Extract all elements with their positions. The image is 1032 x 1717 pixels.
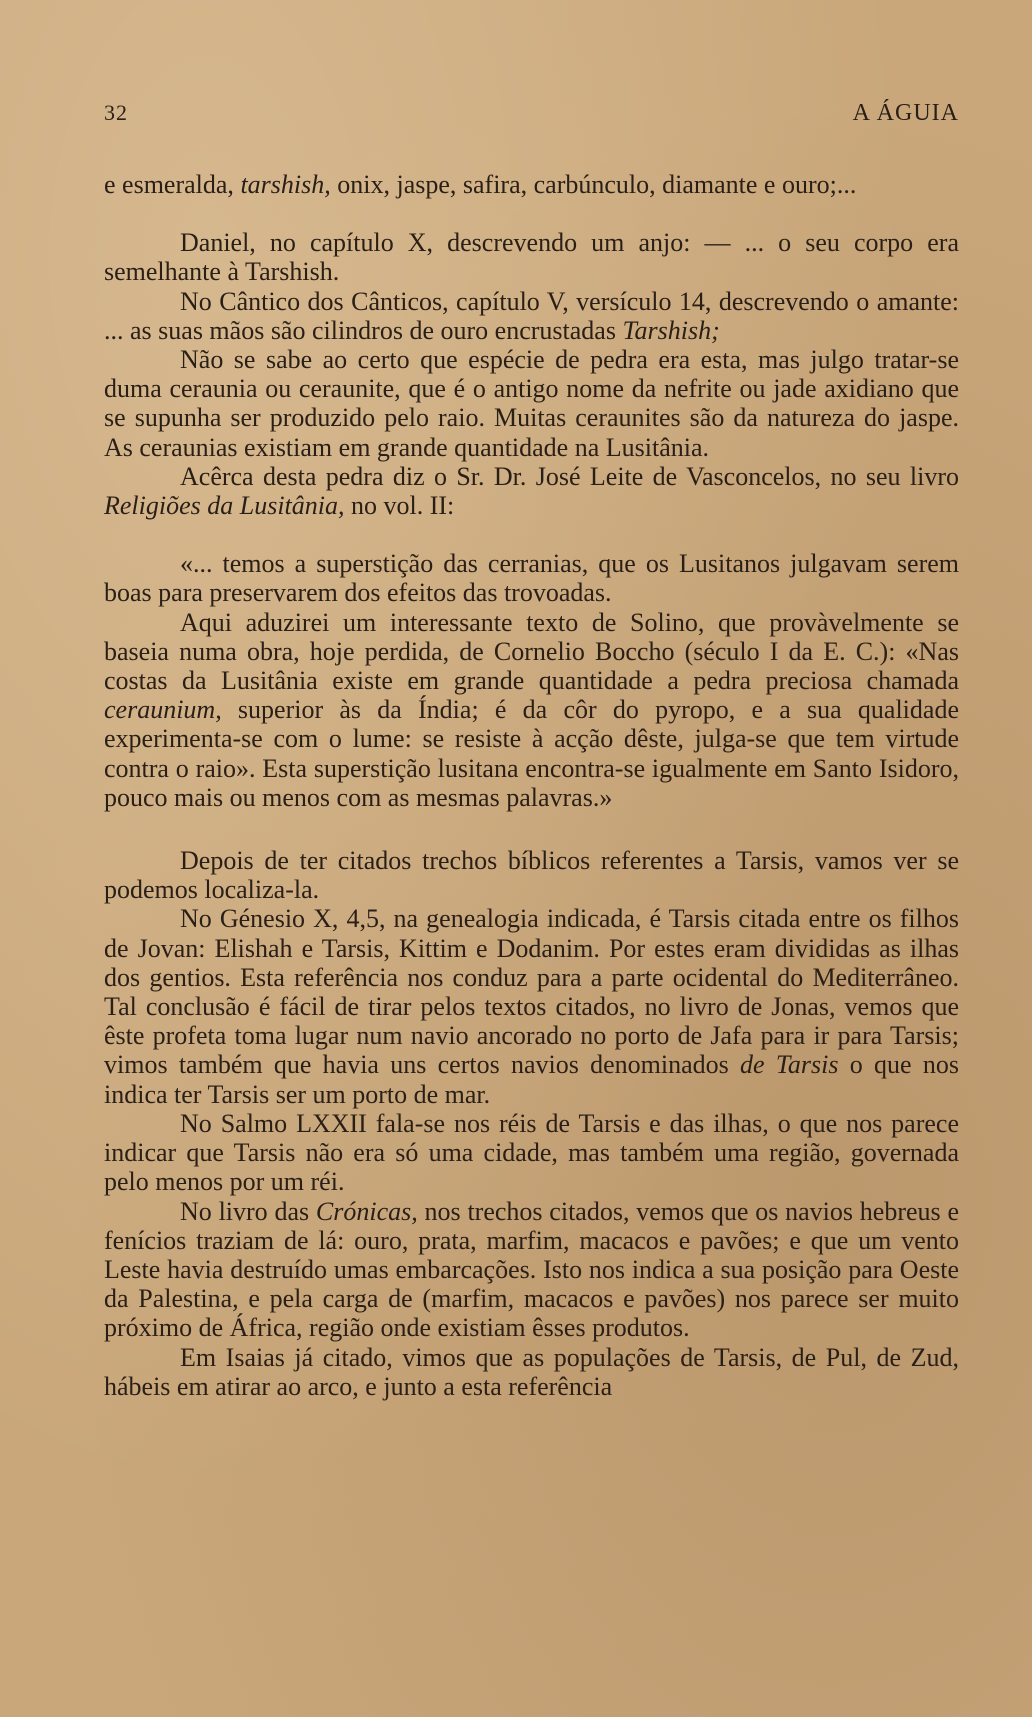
journal-title: A ÁGUIA	[852, 100, 959, 126]
quote-paragraph	[104, 608, 959, 812]
paragraph	[104, 287, 959, 345]
italic-run: Religiões da Lusitânia,	[104, 491, 345, 521]
text-run: e esmeralda,	[104, 170, 241, 199]
running-header	[104, 100, 959, 130]
paragraph: Depois de ter citados trechos bíblicos referentes a Tarsis, vamos ver se podemos localiza-la.	[104, 846, 959, 905]
text-run: onix, jaspe, safira, carbúnculo, diamante e ouro;...	[330, 170, 857, 199]
text-run: nos trechos citados, vemos que os navios hebreus e fenícios traziam de lá: ouro, prata, marfim, macacos e pavões; e que um vento Leste havia destruído umas embarcações. Isto nos indica a sua posição para Oeste da Palestina, e pela carga de (marfim, macacos e pavões) nos parece ser muito próximo de África, região onde existiam êsses produtos.	[104, 1196, 959, 1343]
body-text	[104, 170, 959, 1401]
text-run: Aqui aduzirei um interessante texto de Solino, que provàvelmente se baseia numa obra, hoje perdida, de Cornelio Boccho (século I da E. C.): «Nas costas da Lusitânia existe em grande quantidade a pedra preciosa chamada	[104, 607, 959, 696]
italic-run: tarshish,	[240, 170, 331, 199]
text-run: No livro das	[180, 1196, 316, 1226]
paragraph: Em Isaias já citado, vimos que as populações de Tarsis, de Pul, de Zud, hábeis em atirar ao arco, e junto a esta referência	[104, 1342, 959, 1401]
paragraph	[104, 170, 959, 199]
paragraph	[104, 462, 959, 520]
italic-run: Crónicas,	[315, 1196, 418, 1226]
italic-run: ceraunium,	[104, 695, 222, 725]
text-run: No Cântico dos Cânticos, capítulo V, versículo 14, descrevendo o amante: ... as suas mãos são cilindros de ouro encrustadas	[104, 286, 959, 345]
text-run: Acêrca desta pedra diz o Sr. Dr. José Leite de Vasconcelos, no seu livro	[180, 461, 959, 491]
quote-paragraph: «... temos a superstição das cerranias, que os Lusitanos julgavam serem boas para preservarem dos efeitos das trovoadas.	[104, 549, 959, 608]
page	[104, 100, 959, 1401]
paragraph: Daniel, no capítulo X, descrevendo um anjo: — ... o seu corpo era semelhante à Tarshish.	[104, 228, 959, 287]
page-number: 32	[104, 100, 128, 125]
text-run: No Génesio X, 4,5, na genealogia indicada, é Tarsis citada entre os filhos de Jovan: Elishah e Tarsis, Kittim e Dodanim. Por estes eram divididas as ilhas dos gentios. Esta referência nos conduz para a parte ocidental do Mediterrâneo. Tal conclusão é fácil de tirar pelos textos citados, no livro de Jonas, vemos que êste profeta toma lugar num navio ancorado no porto de Jafa para ir para Tarsis; vimos também que havia uns certos navios denominados	[104, 904, 959, 1080]
text-run: no vol. II:	[344, 491, 455, 521]
paragraph	[104, 1197, 959, 1343]
paragraph: No Salmo LXXII fala-se nos réis de Tarsis e das ilhas, o que nos parece indicar que Tarsis não era só uma cidade, mas também uma região, governada pelo menos por um réi.	[104, 1108, 959, 1197]
paragraph: Não se sabe ao certo que espécie de pedra era esta, mas julgo tratar-se duma ceraunia ou ceraunite, que é o antigo nome da nefrite ou jade axidiano que se supunha ser produzido pelo raio. Muitas ceraunites são da natureza do jaspe. As ceraunias existiam em grande quantidade na Lusitânia.	[104, 345, 959, 462]
text-run: superior às da Índia; é da côr do pyropo, e a sua qualidade experimenta-se com o lume: se resiste à acção dêste, julga-se que tem virtude contra o raio». Esta superstição lusitana encontra-se igualmente em Santo Isidoro, pouco mais ou menos com as mesmas palavras.»	[104, 695, 959, 812]
paragraph	[104, 904, 959, 1108]
text-run: o que nos indica ter Tarsis ser um porto de mar.	[104, 1050, 959, 1109]
italic-run: de Tarsis	[740, 1050, 839, 1080]
italic-run: Tarshish;	[622, 315, 720, 345]
